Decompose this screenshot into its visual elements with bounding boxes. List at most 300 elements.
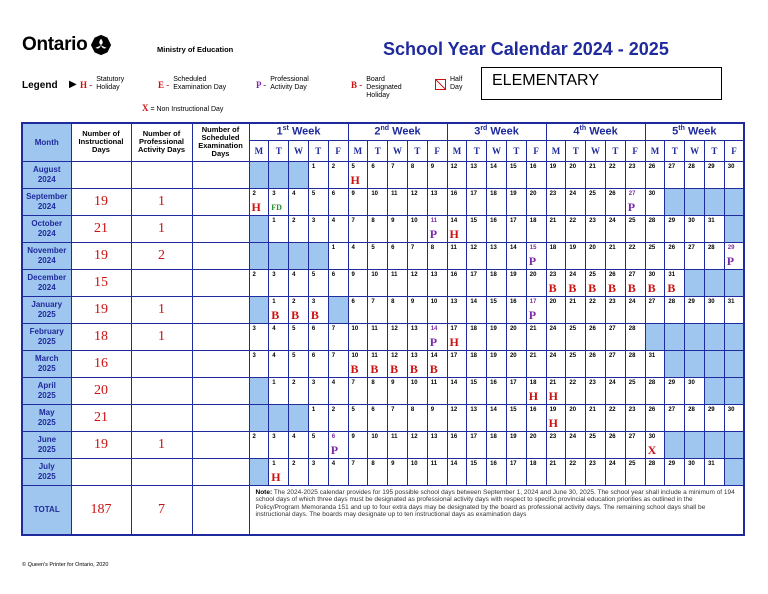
day-number: 17 — [470, 271, 478, 278]
day-cell — [427, 458, 447, 485]
instr-count: 18 — [71, 323, 131, 350]
day-cell — [407, 161, 427, 188]
day-cell — [388, 350, 408, 377]
day-cell — [467, 215, 487, 242]
day-cell — [724, 242, 744, 269]
day-cell — [566, 269, 586, 296]
day-cell — [625, 242, 645, 269]
day-number: 2 — [331, 163, 336, 170]
day-code: B — [647, 280, 656, 295]
month-name: April — [37, 380, 56, 390]
day-number: 1 — [311, 406, 316, 413]
day-header: T — [605, 140, 625, 161]
day-number: 10 — [351, 352, 359, 359]
prof-count — [131, 377, 192, 404]
day-cell — [328, 242, 348, 269]
week-word: Week — [490, 126, 519, 139]
day-cell — [586, 161, 606, 188]
day-cell — [546, 377, 566, 404]
day-header: M — [348, 140, 368, 161]
legend-x-desc: = Non Instructional Day — [150, 106, 224, 113]
day-number: 4 — [331, 217, 336, 224]
instr-count — [71, 458, 131, 485]
day-cell — [368, 215, 388, 242]
day-number: 30 — [707, 298, 715, 305]
legend-item — [80, 76, 124, 92]
day-cell — [427, 215, 447, 242]
day-number: 16 — [450, 271, 458, 278]
day-code: P — [627, 199, 636, 214]
day-number: 30 — [688, 379, 695, 386]
day-number: 9 — [351, 271, 355, 278]
day-number: 7 — [351, 217, 355, 224]
day-number: 31 — [707, 217, 715, 224]
day-cell — [645, 458, 665, 485]
day-number: 11 — [391, 190, 398, 197]
day-number: 13 — [430, 271, 438, 278]
day-cell — [625, 458, 645, 485]
day-cell — [625, 269, 645, 296]
day-number: 5 — [351, 163, 355, 170]
day-cell — [407, 404, 427, 431]
day-number: 17 — [450, 325, 458, 332]
day-number: 14 — [430, 325, 438, 332]
day-number: 7 — [391, 163, 395, 170]
day-number: 22 — [569, 379, 577, 386]
day-number: 19 — [549, 163, 557, 170]
day-cell — [407, 458, 427, 485]
calendar-note — [249, 485, 744, 535]
legend-item — [351, 76, 402, 100]
day-number: 7 — [331, 325, 336, 332]
day-code: H — [271, 469, 281, 484]
day-number: 26 — [608, 190, 616, 197]
month-label — [22, 215, 71, 242]
day-number: 2 — [292, 379, 296, 386]
day-number: 8 — [410, 406, 415, 413]
day-cell — [308, 377, 328, 404]
day-cell — [289, 296, 309, 323]
day-number: 31 — [668, 271, 676, 278]
day-cell — [546, 350, 566, 377]
day-cell — [724, 215, 744, 242]
day-code: X — [647, 442, 657, 457]
day-cell — [685, 350, 705, 377]
month-label — [22, 296, 71, 323]
day-number: 23 — [549, 433, 557, 440]
day-number: 3 — [252, 352, 256, 359]
month-row — [22, 242, 744, 269]
month-name: January — [31, 299, 63, 309]
day-number: 24 — [628, 298, 636, 305]
month-name: August — [32, 164, 61, 174]
day-cell — [685, 215, 705, 242]
day-header: T — [407, 140, 427, 161]
total-instr: 187 — [71, 485, 131, 535]
total-prof: 7 — [131, 485, 192, 535]
day-number: 12 — [410, 190, 418, 197]
exam-count — [192, 269, 249, 296]
header-professional: Number of Professional Activity Days — [131, 123, 192, 161]
day-cell — [447, 215, 467, 242]
day-header: T — [665, 140, 685, 161]
day-cell — [665, 431, 685, 458]
month-label — [22, 161, 71, 188]
day-cell — [289, 269, 309, 296]
month-row — [22, 458, 744, 485]
day-cell — [546, 431, 566, 458]
day-header: M — [447, 140, 467, 161]
day-number: 18 — [490, 190, 497, 197]
day-cell — [467, 323, 487, 350]
day-cell — [388, 242, 408, 269]
day-code: B — [588, 280, 597, 295]
day-cell — [526, 242, 546, 269]
day-number: 31 — [707, 460, 715, 467]
day-cell — [447, 377, 467, 404]
day-number: 20 — [509, 352, 517, 359]
day-number: 2 — [292, 460, 296, 467]
day-number: 9 — [391, 379, 395, 386]
day-header: W — [289, 140, 309, 161]
day-cell — [289, 377, 309, 404]
day-number: 9 — [430, 406, 435, 413]
logo-text: Ontario — [22, 34, 88, 55]
day-cell — [249, 404, 269, 431]
week-number: 1 — [276, 126, 283, 139]
day-number: 14 — [509, 244, 517, 251]
day-number: 31 — [648, 352, 656, 359]
day-cell — [289, 350, 309, 377]
day-number: 25 — [569, 352, 577, 359]
month-row — [22, 269, 744, 296]
day-number: 3 — [311, 460, 316, 467]
day-number: 19 — [569, 244, 577, 251]
day-number: 25 — [569, 325, 577, 332]
day-cell — [487, 323, 507, 350]
day-code: B — [291, 307, 300, 322]
day-cell — [308, 242, 328, 269]
day-header: F — [625, 140, 645, 161]
day-number: 29 — [707, 163, 715, 170]
day-cell — [348, 188, 368, 215]
day-cell — [645, 188, 665, 215]
day-number: 29 — [668, 217, 676, 224]
legend-code: B - — [351, 80, 363, 90]
day-number: 28 — [668, 298, 676, 305]
day-number: 28 — [688, 163, 695, 170]
day-number: 10 — [410, 379, 418, 386]
day-number: 5 — [351, 406, 355, 413]
legend-desc-line: Half — [450, 76, 463, 83]
day-number: 30 — [688, 460, 695, 467]
day-cell — [308, 161, 328, 188]
day-number: 16 — [490, 460, 497, 467]
day-cell — [645, 404, 665, 431]
day-header: M — [249, 140, 269, 161]
day-cell — [388, 296, 408, 323]
day-number: 12 — [470, 244, 478, 251]
week-number: 4 — [573, 126, 580, 139]
day-cell — [685, 458, 705, 485]
day-code: H — [528, 388, 539, 403]
day-number: 9 — [351, 433, 355, 440]
day-cell — [586, 215, 606, 242]
month-name: March — [34, 353, 59, 363]
day-cell — [506, 458, 526, 485]
day-number: 27 — [628, 190, 636, 197]
day-number: 7 — [351, 460, 355, 467]
day-number: 5 — [311, 433, 316, 440]
day-number: 11 — [430, 217, 438, 224]
day-number: 13 — [410, 325, 418, 332]
month-row — [22, 296, 744, 323]
day-cell — [724, 377, 744, 404]
month-year: 2025 — [37, 444, 56, 454]
day-number: 21 — [589, 406, 596, 413]
day-number: 25 — [589, 433, 596, 440]
day-number: 7 — [351, 379, 355, 386]
day-number: 12 — [410, 271, 418, 278]
day-number: 30 — [727, 163, 735, 170]
day-cell — [407, 269, 427, 296]
day-cell — [704, 458, 724, 485]
day-number: 8 — [371, 379, 375, 386]
day-cell — [249, 161, 269, 188]
day-number: 24 — [608, 460, 616, 467]
day-number: 11 — [391, 433, 398, 440]
day-cell — [407, 431, 427, 458]
exam-count — [192, 296, 249, 323]
day-number: 23 — [549, 271, 557, 278]
day-code: H — [449, 334, 459, 349]
day-number: 24 — [608, 217, 616, 224]
day-cell — [704, 242, 724, 269]
day-cell — [447, 188, 467, 215]
day-code: H — [548, 388, 558, 403]
day-cell — [665, 323, 685, 350]
day-number: 10 — [410, 460, 418, 467]
day-cell — [328, 350, 348, 377]
day-cell — [566, 188, 586, 215]
week-header — [447, 123, 546, 140]
day-cell — [566, 242, 586, 269]
day-cell — [427, 350, 447, 377]
day-cell — [388, 431, 408, 458]
day-cell — [388, 377, 408, 404]
day-cell — [665, 377, 685, 404]
day-cell — [645, 350, 665, 377]
day-cell — [487, 215, 507, 242]
day-number: 15 — [470, 460, 478, 467]
day-cell — [289, 161, 309, 188]
day-cell — [368, 458, 388, 485]
day-cell — [289, 188, 309, 215]
day-code: B — [350, 361, 359, 376]
day-cell — [605, 161, 625, 188]
day-cell — [368, 188, 388, 215]
instr-count: 21 — [71, 404, 131, 431]
legend-desc-line: Holiday — [96, 84, 120, 91]
day-cell — [506, 269, 526, 296]
day-cell — [308, 215, 328, 242]
day-number: 1 — [272, 460, 276, 467]
day-cell — [704, 188, 724, 215]
arrow-right-icon: ▶ — [69, 79, 77, 90]
month-name: June — [37, 434, 57, 444]
month-year: 2025 — [37, 417, 56, 427]
day-number: 21 — [569, 298, 577, 305]
day-cell — [605, 269, 625, 296]
day-cell — [388, 323, 408, 350]
day-cell — [605, 323, 625, 350]
day-number: 27 — [608, 325, 616, 332]
day-number: 15 — [509, 406, 517, 413]
day-code: B — [607, 280, 616, 295]
day-number: 14 — [450, 217, 458, 224]
day-number: 13 — [470, 163, 478, 170]
day-number: 13 — [490, 244, 497, 251]
day-number: 20 — [569, 406, 577, 413]
day-cell — [328, 161, 348, 188]
day-cell — [348, 296, 368, 323]
prof-count: 1 — [131, 431, 192, 458]
day-cell — [388, 188, 408, 215]
legend-desc-line: Scheduled — [173, 76, 207, 83]
day-number: 28 — [688, 406, 695, 413]
day-number: 25 — [648, 244, 656, 251]
ontario-logo — [22, 34, 112, 56]
day-cell — [685, 296, 705, 323]
day-number: 5 — [371, 244, 375, 251]
day-cell — [308, 431, 328, 458]
day-number: 30 — [648, 271, 656, 278]
day-number: 18 — [529, 217, 537, 224]
day-number: 28 — [648, 460, 656, 467]
day-number: 23 — [628, 163, 636, 170]
day-number: 26 — [668, 244, 676, 251]
day-number: 5 — [311, 271, 316, 278]
exam-count — [192, 188, 249, 215]
month-year: 2025 — [37, 363, 56, 373]
instr-count: 19 — [71, 242, 131, 269]
trillium-icon — [90, 34, 112, 56]
day-cell — [566, 431, 586, 458]
exam-count — [192, 161, 249, 188]
day-cell — [625, 296, 645, 323]
day-number: 23 — [549, 190, 557, 197]
day-cell — [605, 377, 625, 404]
day-number: 24 — [569, 190, 577, 197]
legend-desc-line: Statutory — [96, 76, 125, 83]
instr-count: 15 — [71, 269, 131, 296]
week-suffix: st — [282, 125, 289, 133]
legend-title: Legend — [22, 80, 58, 91]
prof-count: 1 — [131, 296, 192, 323]
day-cell — [566, 215, 586, 242]
month-label — [22, 431, 71, 458]
day-number: 7 — [371, 298, 375, 305]
day-number: 18 — [490, 433, 497, 440]
day-number: 20 — [529, 433, 537, 440]
day-number: 1 — [331, 244, 336, 251]
day-cell — [269, 161, 289, 188]
day-number: 22 — [569, 460, 577, 467]
day-cell — [289, 323, 309, 350]
legend-desc-line: Board — [366, 76, 385, 83]
instr-count: 19 — [71, 296, 131, 323]
day-number: 29 — [707, 406, 715, 413]
day-cell — [704, 323, 724, 350]
day-cell — [704, 269, 724, 296]
day-code: P — [429, 226, 438, 241]
month-name: December — [27, 272, 67, 282]
day-cell — [328, 323, 348, 350]
day-number: 16 — [509, 298, 517, 305]
day-header: F — [724, 140, 744, 161]
day-cell — [605, 350, 625, 377]
day-cell — [704, 404, 724, 431]
day-number: 6 — [351, 298, 355, 305]
day-number: 27 — [648, 298, 656, 305]
day-number: 6 — [331, 433, 336, 440]
day-number: 4 — [272, 325, 276, 332]
day-cell — [269, 323, 289, 350]
day-cell — [467, 161, 487, 188]
day-cell — [249, 377, 269, 404]
day-cell — [586, 188, 606, 215]
day-number: 20 — [529, 190, 537, 197]
exam-count — [192, 323, 249, 350]
day-code: P — [528, 307, 537, 322]
day-cell — [328, 188, 348, 215]
day-cell — [269, 431, 289, 458]
legend-desc-line: Designated — [366, 84, 402, 91]
week-suffix: th — [579, 125, 587, 133]
day-cell — [269, 296, 289, 323]
day-cell — [249, 350, 269, 377]
day-cell — [249, 458, 269, 485]
day-cell — [308, 188, 328, 215]
month-label — [22, 350, 71, 377]
month-label — [22, 188, 71, 215]
day-cell — [368, 431, 388, 458]
exam-count — [192, 404, 249, 431]
day-number: 19 — [509, 190, 517, 197]
day-cell — [487, 458, 507, 485]
day-cell — [348, 377, 368, 404]
day-cell — [605, 242, 625, 269]
day-number: 16 — [490, 379, 497, 386]
week-word: Week — [392, 126, 421, 139]
day-code: P — [330, 442, 339, 457]
legend-code: E - — [158, 80, 170, 90]
day-number: 4 — [292, 433, 296, 440]
day-cell — [407, 350, 427, 377]
month-year: 2025 — [37, 471, 56, 481]
prof-count: 1 — [131, 188, 192, 215]
day-cell — [704, 296, 724, 323]
day-number: 22 — [628, 244, 636, 251]
day-number: 6 — [371, 406, 375, 413]
day-cell — [605, 215, 625, 242]
note-text: The 2024-2025 calendar provides for 195 possible school days between September 1, 2024 and June 30, 2025. The school year shall include a minimum of 194 school days of which three days must be designated as professional activity days with respect to specific provincial education priorities as outlined in the Policy/Program Memoranda 151 and up to four extra days may be designated by the board as professional activity days. The remaining school days shall be instructional days. The boards may designate up to ten instructional days as examination days — [255, 488, 735, 518]
week-header — [348, 123, 447, 140]
exam-count — [192, 431, 249, 458]
month-row — [22, 431, 744, 458]
day-cell — [427, 323, 447, 350]
day-code: P — [726, 253, 735, 268]
